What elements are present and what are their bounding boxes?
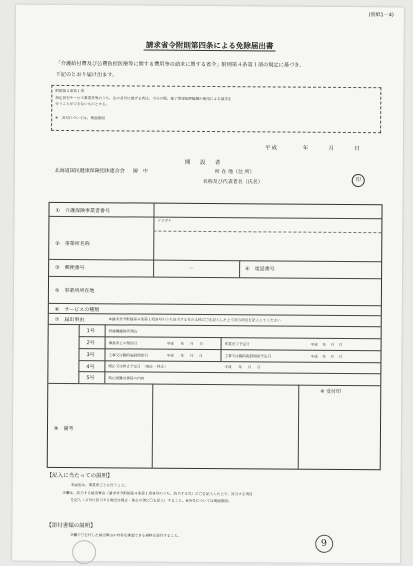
- reason-text-1: 回線機能障害現在: [108, 329, 138, 334]
- note-body-2: 行うことができないものとする。: [55, 101, 110, 107]
- reason-date-4: 平成 年 月 日: [224, 365, 261, 370]
- note-heading: 附則第４条第１項: [55, 88, 85, 94]
- reason-label2-2: 作業完了予定日: [224, 342, 250, 347]
- ordinance-note-box: [51, 85, 381, 133]
- instructions-heading: 【記入に当たっての説明】: [46, 472, 113, 480]
- postal-code-dash: －: [189, 265, 195, 272]
- reason-text-4: 廃止又は休止予定日 （廃止・休止）: [108, 364, 168, 369]
- reason-num-3: 3号: [86, 352, 95, 359]
- provider-number-label: ① 介護保険事業者番号: [55, 207, 111, 215]
- reason-date-2: 平成 年 月 日: [166, 341, 203, 346]
- note-body-1: 指定居宅サービス事業者等のうち、次の各号に掲げる者は、当分の間、電子情報処理組織の使用による請求を: [55, 95, 232, 102]
- form-title: 請求省令附則第四条による免除届出書: [16, 39, 404, 53]
- submission-date: 平成 年 月 日: [264, 145, 361, 153]
- representative-name-label: 名称及び代表者名（氏名）: [202, 178, 263, 186]
- attachments-line-1: ⑦欄で〇を付した届出事由の内容を確認できる資料を添付すること。: [70, 533, 182, 538]
- facility-name-label: ② 事業所名称: [55, 240, 90, 248]
- form-table: [47, 202, 383, 470]
- reason-date-3: 平成 年 月 日: [166, 353, 203, 358]
- attachments-heading: 【添付書類の説明】: [46, 522, 96, 530]
- instructions-line-1: 本届出は、事業所ごとに行うこと。: [70, 483, 129, 488]
- faint-stamp-mark: [72, 540, 96, 564]
- service-type-label: ⑥ サービスの種類: [54, 306, 100, 314]
- instructions-line-2: ⑦欄は、該当する届出事由（請求省令附則第４条第１項各号のうち、該当する号）に〇を記入した上で、該当する項目: [62, 490, 253, 497]
- reason-text-5: 特に困難な事情の内容: [108, 376, 145, 381]
- remarks-label: ⑧ 備考: [53, 425, 74, 433]
- reason-text-3: 工事又は臨時施設開始日: [108, 353, 149, 358]
- addressee-honorific: 御 中: [132, 168, 148, 175]
- reason-label2-3: 工事又は臨時施設開始予定日: [224, 354, 272, 359]
- note-footnote: ※ 各号については、裏面参照: [55, 115, 105, 121]
- handwritten-page-number: 9: [314, 534, 334, 554]
- furigana-label: フリガナ: [157, 218, 172, 223]
- form-number: (別紙1－4): [368, 12, 394, 19]
- reason-date2-2: 平成 年 月 日: [310, 342, 343, 347]
- intro-line-1: 「介護給付費及び公費負担医療等に関する費用等の請求に関する省令」附則第４条第１項の規定に基づき、: [55, 60, 305, 69]
- reason-label: ⑦ 届出事由: [54, 316, 85, 324]
- reason-num-1: 1号: [86, 328, 95, 335]
- reason-text-2: 事業者との契約日: [108, 341, 138, 346]
- addressee: 北海道国民健康保険団体連合会: [54, 167, 125, 175]
- founder-label: 開 設 者: [184, 159, 223, 167]
- reason-date2-3: 平成 年 月 日: [310, 354, 343, 359]
- address-label: 所 在 地（住 所）: [214, 169, 255, 176]
- instructions-line-3: を記入（４号に該当する場合は廃止・休止の別に〇を記入）すること。※各号については裏面参照。: [70, 498, 232, 504]
- postal-code-label: ③ 郵便番号: [55, 264, 85, 272]
- phone-label: ④ 電話番号: [245, 266, 275, 273]
- reason-note: ※請求省令附則第４条第１項各号のうち該当する号の太枠に〇を記入した上で該当項目を記入してください: [108, 317, 281, 323]
- intro-line-2: 下記のとおり届け出ます。: [55, 71, 118, 79]
- reason-num-5: 5号: [86, 375, 95, 382]
- reason-num-2: 2号: [86, 340, 95, 347]
- seal-mark: 印: [352, 174, 365, 187]
- facility-address-label: ⑤ 事業所所在地: [54, 287, 95, 295]
- form-sheet: [12, 5, 404, 564]
- receipt-stamp-label: ※ 受付印: [320, 388, 342, 395]
- reason-num-4: 4号: [86, 364, 95, 371]
